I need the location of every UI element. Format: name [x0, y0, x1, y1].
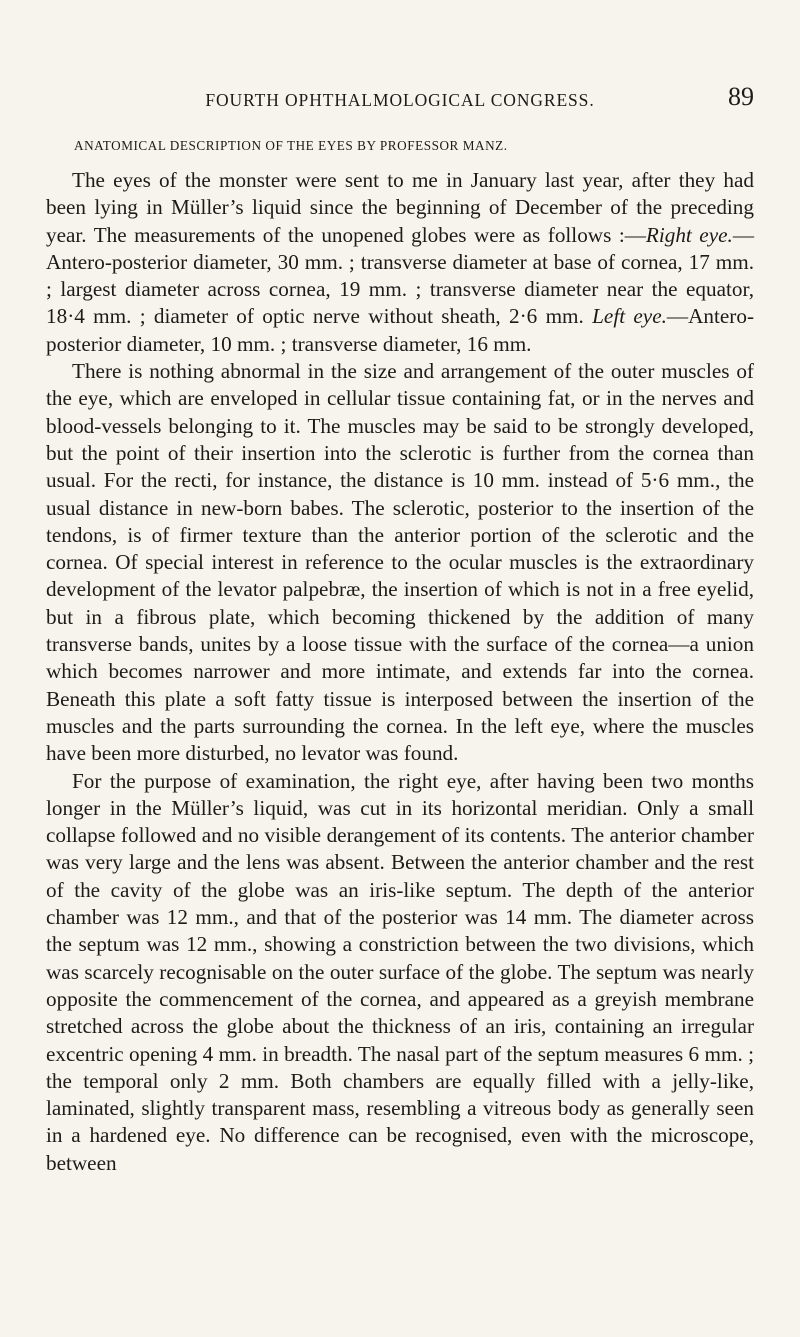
- right-eye-measurements: —Antero-posterior diameter, 30 mm. ; transverse diameter at base of cornea, 17 mm. ; largest diameter across cornea, 19 mm. ; transverse diameter near the equator, 18·4 mm. ; diameter of optic nerve without sheath, 2·6 mm.: [46, 222, 754, 329]
- paragraph-1-intro: The eyes of the monster were sent to me in January last year, after they had been lying in Müller’s liquid since the beginning of December of the preceding year. The measurements of the unopened globes were as follows :—: [46, 168, 754, 247]
- paragraph-2: There is nothing abnormal in the size and arrangement of the outer muscles of the eye, which are enveloped in cellular tissue containing fat, or in the nerves and blood-vessels belonging to it. The muscles may be said to be strongly developed, but the point of their insertion into the sclerotic is further from the cornea than usual. For the recti, for instance, the distance is 10 mm. instead of 5·6 mm., the usual distance in new-born babes. The sclerotic, posterior to the insertion of the tendons, is of firmer texture than the anterior portion of the sclerotic and the cornea. Of special interest in reference to the ocular muscles is the extraordinary development of the levator palpebræ, the insertion of which is not in a free eyelid, but in a fibrous plate, which becoming thickened by the addition of many transverse bands, unites by a loose tissue with the surface of the cornea—a union which becomes narrower and more intimate, and extends far into the cornea. Beneath this plate a soft fatty tissue is interposed between the insertion of the muscles and the parts surrounding the cornea. In the left eye, where the muscles have been more disturbed, no levator was found.: [46, 359, 754, 766]
- left-eye-measurements: —Antero-posterior diameter, 10 mm. ; transverse diameter, 16 mm.: [46, 304, 754, 356]
- paragraph-3: For the purpose of examination, the right eye, after having been two months longer in the Müller’s liquid, was cut in its horizontal meridian. Only a small collapse followed and no visible derangement of its contents. The anterior chamber was very large and the lens was absent. Between the anterior chamber and the rest of the cavity of the globe was an iris-like septum. The depth of the anterior chamber was 12 mm., and that of the posterior was 14 mm. The diameter across the septum was 12 mm., showing a constriction between the two divisions, which was scarcely recognisable on the outer surface of the globe. The septum was nearly opposite the commencement of the cornea, and appeared as a greyish membrane stretched across the globe about the thickness of an iris, containing an irregular excentric opening 4 mm. in breadth. The nasal part of the septum measures 6 mm. ; the temporal only 2 mm. Both chambers are equally filled with a jelly-like, laminated, slightly transparent mass, resembling a vitreous body as generally seen in a hardened eye. No difference can be recognised, even with the microscope, between: [46, 768, 754, 1175]
- section-heading: ANATOMICAL DESCRIPTION OF THE EYES BY PROFESSOR MANZ.: [74, 138, 508, 153]
- running-title: FOURTH OPHTHALMOLOGICAL CONGRESS.: [205, 90, 595, 110]
- page-number: 89: [728, 82, 754, 111]
- right-eye-label: Right eye.: [645, 222, 733, 247]
- running-head: [46, 68, 754, 111]
- body-text: [46, 167, 754, 1177]
- paragraph-1: [46, 167, 754, 358]
- left-eye-label: Left eye.: [592, 304, 667, 329]
